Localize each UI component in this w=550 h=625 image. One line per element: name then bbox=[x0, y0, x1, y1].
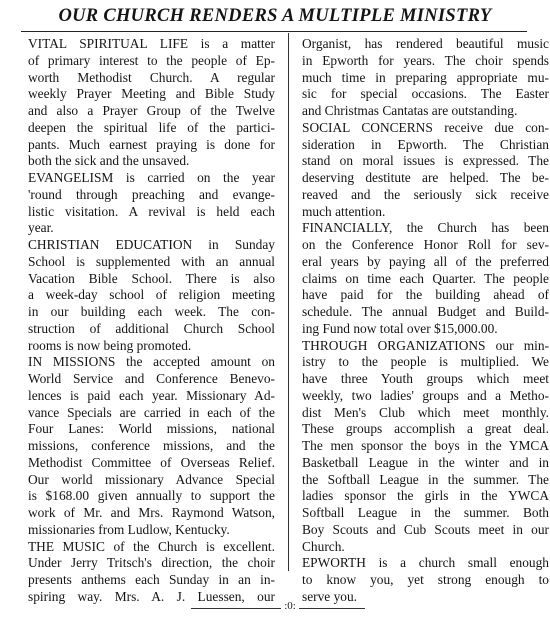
text-line: The men sponsor the boys in the YMCA bbox=[302, 438, 549, 453]
text-line: deserving destitute are helped. The be- bbox=[302, 170, 549, 185]
text-line: both the sick and the unsaved. bbox=[28, 153, 190, 169]
text-line: missionaries from Ludlow, Kentucky. bbox=[28, 521, 230, 537]
text-line: serve you. bbox=[302, 588, 358, 604]
footer-ornament: :0: bbox=[284, 600, 296, 612]
text-line: a week-day school of religion meeting bbox=[28, 287, 275, 303]
text-line: Church. bbox=[302, 538, 345, 554]
text-line: the Softball League in the summer. The bbox=[302, 471, 549, 487]
text-line: EVANGELISM is carried on the year bbox=[28, 170, 275, 185]
text-line: on the Conference Honor Roll for sev- bbox=[302, 237, 549, 252]
text-line: schedule. The annual Budget and Build- bbox=[302, 304, 549, 319]
text-line: rooms is now being promoted. bbox=[28, 337, 192, 353]
text-line: vance Specials are carried in each of the bbox=[28, 404, 275, 420]
text-line: Vacation Bible School. There is also bbox=[28, 270, 275, 286]
text-line: CHRISTIAN EDUCATION in Sunday bbox=[28, 237, 275, 252]
text-line: lences is paid each year. Missionary Ad- bbox=[28, 387, 275, 403]
left-text-column bbox=[28, 36, 275, 606]
text-line: sideration in Epworth. The Christian bbox=[302, 136, 549, 152]
text-line: eral years by paying all of the preferred bbox=[302, 253, 549, 269]
right-text-column bbox=[302, 36, 549, 606]
text-line: struction of additional Church School bbox=[28, 320, 275, 336]
text-line: Methodist Committee of Overseas Relief. bbox=[28, 454, 275, 470]
text-line: Four Lanes: World missions, national bbox=[28, 421, 275, 437]
text-line: Basketball League in the winter and in bbox=[302, 454, 549, 470]
text-line: of primary interest to the people of Ep- bbox=[28, 52, 275, 68]
text-line: work of Mr. and Mrs. Raymond Watson, bbox=[28, 505, 275, 520]
text-line: much attention. bbox=[302, 203, 386, 219]
text-line: EPWORTH is a church small enough bbox=[302, 555, 549, 571]
text-line: year. bbox=[28, 220, 54, 236]
text-line: deepen the spiritual life of the partici- bbox=[28, 119, 275, 135]
text-line: These groups accomplish a great deal. bbox=[302, 421, 549, 437]
page-title: OUR CHURCH RENDERS A MULTIPLE MINISTRY bbox=[58, 6, 492, 26]
text-line: pants. Much earnest praying is done for bbox=[28, 136, 275, 152]
text-line: stand on moral issues is expressed. The bbox=[302, 153, 549, 169]
text-line: VITAL SPIRITUAL LIFE is a matter bbox=[28, 36, 275, 51]
text-line: dist Men's Club which meet monthly. bbox=[302, 404, 549, 420]
column-divider bbox=[288, 33, 289, 571]
text-line: Boy Scouts and Cub Scouts meet in our bbox=[302, 521, 549, 537]
footer-rule-right bbox=[299, 608, 365, 609]
text-line: Our world missionary Advance Special bbox=[28, 471, 275, 487]
text-line: presents anthems each Sunday in an in- bbox=[28, 572, 275, 587]
title-underline bbox=[21, 31, 527, 32]
text-line: in our building each week. The con- bbox=[28, 304, 275, 319]
text-line: reaved and the seriously sick receive bbox=[302, 186, 549, 202]
text-line: istry to the people is multiplied. We bbox=[302, 354, 549, 370]
text-line: Organist, has rendered beautiful music bbox=[302, 36, 549, 51]
text-line: to know you, yet strong enough to bbox=[302, 572, 549, 587]
text-line: Softball League in the summer. Both bbox=[302, 505, 549, 520]
text-line: listic visitation. A revival is held each bbox=[28, 203, 275, 219]
text-line: ladies sponsor the girls in the YWCA bbox=[302, 488, 549, 504]
text-line: in Epworth for years. The choir spends bbox=[302, 52, 549, 68]
text-line: World Service and Conference Benevo- bbox=[28, 371, 275, 386]
text-line: worth Methodist Church. A regular bbox=[28, 69, 275, 85]
text-line: spiring way. Mrs. A. J. Luessen, our bbox=[28, 588, 275, 604]
text-line: missions, conference missions, and the bbox=[28, 438, 275, 453]
text-line: is $168.00 given annually to support the bbox=[28, 488, 275, 504]
text-line: sic for special occasions. The Easter bbox=[302, 86, 549, 102]
text-line: and also a Prayer Group of the Twelve bbox=[28, 103, 275, 118]
text-line: and Christmas Cantatas are outstanding. bbox=[302, 103, 518, 118]
text-line: weekly, two ladies' groups and a Metho- bbox=[302, 387, 549, 403]
text-line: 'round through preaching and evange- bbox=[28, 186, 275, 202]
text-line: FINANCIALLY, the Church has been bbox=[302, 220, 549, 236]
text-line: much time in preparing appropriate mu- bbox=[302, 69, 549, 85]
text-line: ing Fund now total over $15,000.00. bbox=[302, 320, 498, 336]
text-line: SOCIAL CONCERNS receive due con- bbox=[302, 119, 549, 135]
text-line: IN MISSIONS the accepted amount on bbox=[28, 354, 275, 370]
text-line: School is supplemented with an annual bbox=[28, 253, 275, 269]
text-line: have paid for the building ahead of bbox=[302, 287, 549, 303]
text-line: THROUGH ORGANIZATIONS our min- bbox=[302, 337, 549, 353]
footer-rule-left bbox=[191, 608, 281, 609]
text-line: Under Jerry Tritsch's direction, the choir bbox=[28, 555, 275, 571]
text-line: weekly Prayer Meeting and Bible Study bbox=[28, 86, 275, 102]
text-line: claims on time each Quarter. The people bbox=[302, 270, 549, 286]
text-line: THE MUSIC of the Church is excellent. bbox=[28, 538, 275, 554]
text-line: have three Youth groups which meet bbox=[302, 371, 549, 386]
